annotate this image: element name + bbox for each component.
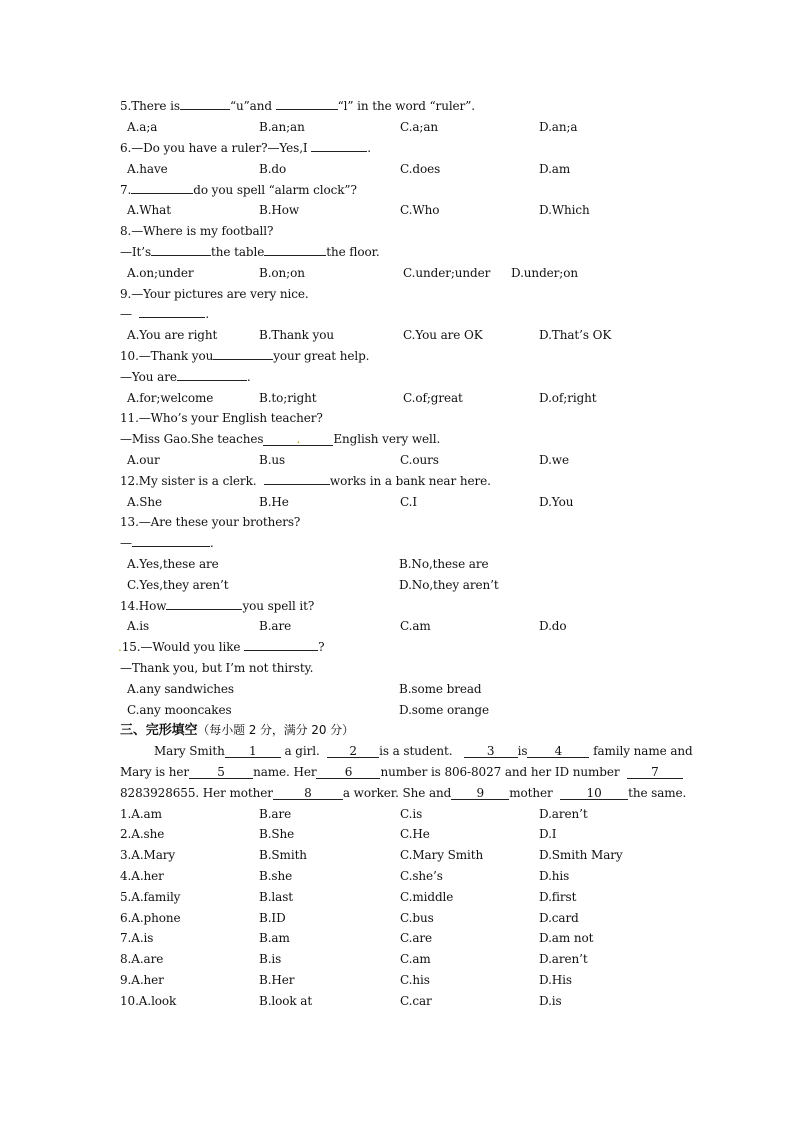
- question-10-stem: [120, 348, 369, 364]
- section-score-note: （每小题 2 分，满分 20 分）: [197, 723, 354, 737]
- option-a: A.Yes,these are: [127, 557, 219, 571]
- cloze-blank: 3: [464, 745, 518, 758]
- option-c: C.under;under: [403, 266, 491, 280]
- stem-text: —You are: [120, 370, 177, 384]
- cloze-item-5-a: 5.A.family: [120, 890, 181, 904]
- option-d: D.an;a: [539, 120, 578, 134]
- cloze-blank: 10: [560, 787, 628, 800]
- question-7-stem: [120, 182, 357, 198]
- option-d: D.Which: [539, 203, 590, 217]
- cloze-blank: 5: [189, 766, 253, 779]
- answer-blank: [263, 433, 333, 446]
- option-c: C.You are OK: [403, 328, 483, 342]
- passage-text: a girl.: [284, 744, 320, 758]
- option-a: A.on;under: [127, 266, 194, 280]
- stem-text: .: [209, 536, 214, 550]
- blank-dot-mark: .: [296, 432, 301, 446]
- cloze-item-9-c: C.his: [400, 973, 430, 987]
- stem-text: —Miss Gao.She teaches: [120, 432, 264, 446]
- answer-blank: [180, 109, 230, 110]
- option-b: B.No,these are: [399, 557, 489, 571]
- section-title: 三、完形填空: [120, 723, 198, 738]
- cloze-item-4-a: 4.A.her: [120, 869, 164, 883]
- cloze-item-2-d: D.I: [539, 827, 557, 841]
- stem-text: 12.My sister is a clerk.: [120, 474, 257, 488]
- option-c: C.I: [400, 495, 418, 509]
- cloze-item-1-c: C.is: [400, 807, 423, 821]
- cloze-item-1-d: D.aren’t: [539, 807, 588, 821]
- question-13-reply: [120, 535, 214, 551]
- question-11-reply: [120, 431, 440, 447]
- passage-text: family name and: [593, 744, 693, 758]
- passage-text: Mary is her: [120, 765, 190, 779]
- question-9-reply: [120, 306, 209, 322]
- option-c: C.Yes,they aren’t: [127, 578, 229, 592]
- answer-blank: [264, 484, 330, 485]
- option-a: A.for;welcome: [127, 391, 214, 405]
- cloze-item-1-a: 1.A.am: [120, 807, 162, 821]
- option-a: A.What: [127, 203, 171, 217]
- option-c: C.am: [400, 619, 431, 633]
- cloze-item-10-a: 10.A.look: [120, 994, 177, 1008]
- stem-text: the floor.: [326, 245, 380, 259]
- cloze-blank: 4: [527, 745, 589, 758]
- cloze-item-8-c: C.am: [400, 952, 431, 966]
- answer-blank: [131, 193, 193, 194]
- passage-text: a worker. She and: [342, 786, 452, 800]
- cloze-item-7-c: C.are: [400, 931, 433, 945]
- passage-text: 8283928655. Her mother: [120, 786, 273, 800]
- stem-text: 5.There is: [120, 99, 180, 113]
- cloze-item-3-c: C.Mary Smith: [400, 848, 484, 862]
- cloze-passage-line-1: [154, 743, 693, 759]
- stem-text: 6.—Do you have a ruler?—Yes,I: [120, 141, 308, 155]
- stem-text: —It’s: [120, 245, 152, 259]
- cloze-item-8-b: B.is: [259, 952, 282, 966]
- answer-blank: [177, 380, 247, 381]
- question-10-reply: [120, 369, 251, 385]
- cloze-item-10-b: B.look at: [259, 994, 313, 1008]
- cloze-item-5-c: C.middle: [400, 890, 454, 904]
- option-d: D.That’s OK: [539, 328, 612, 342]
- stem-text: the table: [211, 245, 265, 259]
- cloze-blank: 2: [327, 745, 379, 758]
- stem-text: do you spell “alarm clock”?: [193, 183, 357, 197]
- cloze-item-10-d: D.is: [539, 994, 562, 1008]
- option-a: A.You are right: [127, 328, 218, 342]
- passage-text: name. Her: [253, 765, 317, 779]
- stem-text: your great help.: [273, 349, 370, 363]
- option-d: D.we: [539, 453, 569, 467]
- stem-text: 7.: [120, 183, 132, 197]
- cloze-item-7-d: D.am not: [539, 931, 594, 945]
- stem-text: “u”and: [229, 99, 272, 113]
- option-c: C.does: [400, 162, 441, 176]
- cloze-blank: 9: [451, 787, 509, 800]
- option-d: D.No,they aren’t: [399, 578, 499, 592]
- option-a: A.a;a: [127, 120, 158, 134]
- option-d: D.do: [539, 619, 567, 633]
- answer-blank: [151, 255, 211, 256]
- stem-text: ?: [318, 640, 325, 654]
- option-b: B.us: [259, 453, 286, 467]
- question-9-stem: 9.—Your pictures are very nice.: [120, 287, 309, 301]
- option-c: C.a;an: [400, 120, 439, 134]
- question-11-stem: 11.—Who’s your English teacher?: [120, 411, 323, 425]
- answer-blank: [244, 650, 318, 651]
- stem-text: 14.How: [120, 599, 167, 613]
- stray-dot-mark: .: [118, 640, 122, 654]
- cloze-item-7-b: B.am: [259, 931, 290, 945]
- option-b: B.an;an: [259, 120, 305, 134]
- option-a: A.She: [127, 495, 163, 509]
- cloze-item-2-c: C.He: [400, 827, 430, 841]
- option-b: B.How: [259, 203, 300, 217]
- passage-text: Mary Smith: [154, 744, 225, 758]
- stem-text: .: [246, 370, 251, 384]
- option-b: B.do: [259, 162, 287, 176]
- cloze-item-4-d: D.his: [539, 869, 570, 883]
- option-a: A.our: [127, 453, 160, 467]
- cloze-item-9-d: D.His: [539, 973, 572, 987]
- passage-text: is a student.: [379, 744, 453, 758]
- section-3-heading: [120, 722, 354, 739]
- passage-text: number is 806-8027 and her ID number: [380, 765, 620, 779]
- stem-text: —: [120, 536, 132, 550]
- option-b: B.He: [259, 495, 289, 509]
- stem-text: English very well.: [333, 432, 441, 446]
- stem-text: works in a bank near here.: [329, 474, 491, 488]
- stem-text: 10.—Thank you: [120, 349, 214, 363]
- option-c: C.any mooncakes: [127, 703, 232, 717]
- cloze-item-4-b: B.she: [259, 869, 293, 883]
- cloze-item-2-b: B.She: [259, 827, 295, 841]
- option-b: B.on;on: [259, 266, 305, 280]
- cloze-item-6-d: D.card: [539, 911, 579, 925]
- cloze-item-6-b: B.ID: [259, 911, 286, 925]
- option-c: C.of;great: [403, 391, 463, 405]
- cloze-item-6-a: 6.A.phone: [120, 911, 181, 925]
- option-b: B.are: [259, 619, 292, 633]
- stem-text: .: [205, 307, 210, 321]
- answer-blank: [213, 359, 273, 360]
- cloze-item-2-a: 2.A.she: [120, 827, 165, 841]
- cloze-blank: 8: [273, 787, 343, 800]
- option-d: D.under;on: [511, 266, 578, 280]
- option-a: A.have: [127, 162, 168, 176]
- cloze-item-8-d: D.aren’t: [539, 952, 588, 966]
- option-c: C.ours: [400, 453, 439, 467]
- answer-blank: [264, 255, 326, 256]
- option-d: D.some orange: [399, 703, 490, 717]
- cloze-item-7-a: 7.A.is: [120, 931, 154, 945]
- option-a: A.any sandwiches: [127, 682, 234, 696]
- stem-text: —: [120, 307, 132, 321]
- option-d: D.of;right: [539, 391, 597, 405]
- cloze-item-3-a: 3.A.Mary: [120, 848, 176, 862]
- option-c: C.Who: [400, 203, 440, 217]
- passage-text: the same.: [628, 786, 687, 800]
- question-5-stem: [120, 98, 475, 114]
- passage-text: is: [517, 744, 528, 758]
- question-15-reply: —Thank you, but I’m not thirsty.: [120, 661, 314, 675]
- question-14-stem: [120, 598, 314, 614]
- question-8-stem: 8.—Where is my football?: [120, 224, 274, 238]
- question-12-stem: [120, 473, 491, 489]
- cloze-blank: 7: [627, 766, 683, 779]
- option-d: D.am: [539, 162, 571, 176]
- option-b: B.Thank you: [259, 328, 334, 342]
- option-a: A.is: [127, 619, 150, 633]
- option-b: B.to;right: [259, 391, 317, 405]
- cloze-blank: 1: [225, 745, 281, 758]
- answer-blank: [276, 109, 338, 110]
- stem-text: you spell it?: [242, 599, 315, 613]
- answer-blank: [166, 609, 242, 610]
- cloze-item-4-c: C.she’s: [400, 869, 443, 883]
- cloze-item-9-b: B.Her: [259, 973, 295, 987]
- passage-text: mother: [509, 786, 553, 800]
- cloze-item-3-b: B.Smith: [259, 848, 307, 862]
- cloze-item-5-b: B.last: [259, 890, 294, 904]
- answer-blank: [139, 317, 205, 318]
- cloze-item-9-a: 9.A.her: [120, 973, 164, 987]
- answer-blank: [132, 546, 210, 547]
- cloze-item-6-c: C.bus: [400, 911, 434, 925]
- cloze-passage-line-2: [120, 764, 683, 780]
- question-8-reply: [120, 244, 380, 260]
- question-15-stem: [118, 639, 324, 655]
- option-d: D.You: [539, 495, 574, 509]
- cloze-item-1-b: B.are: [259, 807, 292, 821]
- stem-text: “l” in the word “ruler”.: [337, 99, 475, 113]
- stem-text: .: [367, 141, 372, 155]
- answer-blank: [311, 151, 367, 152]
- cloze-item-8-a: 8.A.are: [120, 952, 164, 966]
- stem-text: 15.—Would you like: [121, 640, 241, 654]
- cloze-item-3-d: D.Smith Mary: [539, 848, 623, 862]
- cloze-item-10-c: C.car: [400, 994, 432, 1008]
- cloze-passage-line-3: [120, 785, 686, 801]
- cloze-item-5-d: D.first: [539, 890, 577, 904]
- question-13-stem: 13.—Are these your brothers?: [120, 515, 301, 529]
- option-b: B.some bread: [399, 682, 482, 696]
- question-6-stem: [120, 140, 371, 156]
- cloze-blank: 6: [316, 766, 380, 779]
